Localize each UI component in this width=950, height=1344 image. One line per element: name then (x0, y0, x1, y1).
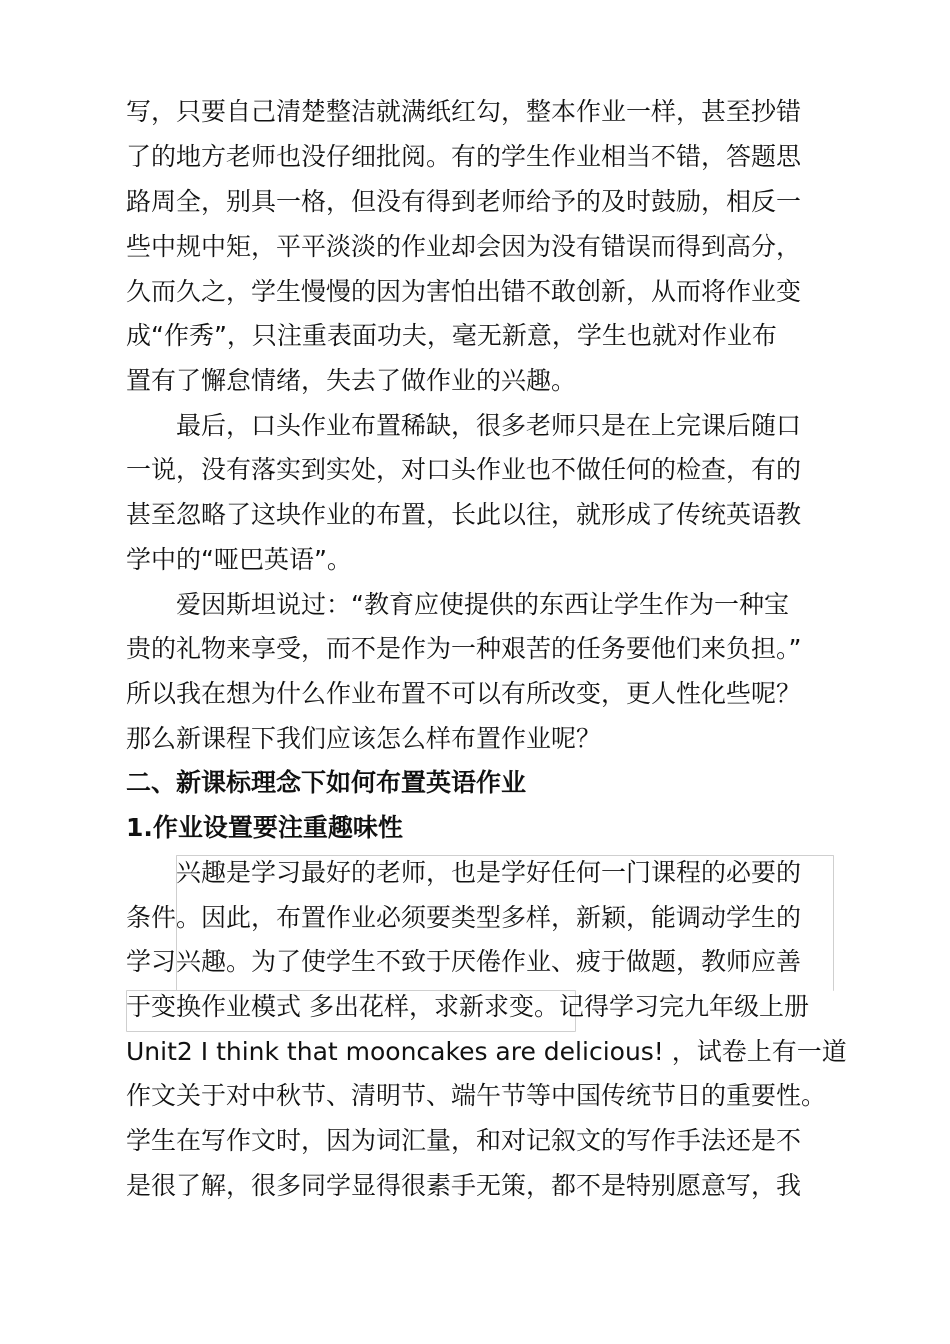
paragraph-line: 于变换作业模式 多出花样，求新求变。记得学习完九年级上册 (126, 992, 809, 1021)
subsection-heading: 1.作业设置要注重趣味性 (126, 813, 403, 842)
paragraph-line: 贵的礼物来享受，而不是作为一种艰苦的任务要他们来负担。” (126, 634, 802, 663)
paragraph-line: 久而久之，学生慢慢的因为害怕出错不敢创新，从而将作业变 (126, 277, 802, 306)
paragraph-line: 爱因斯坦说过：“教育应使提供的东西让学生作为一种宝 (176, 590, 789, 619)
paragraph-line: 甚至忽略了这块作业的布置，长此以往，就形成了传统英语教 (126, 500, 802, 529)
paragraph-line: 兴趣是学习最好的老师，也是学好任何一门课程的必要的 (176, 858, 802, 887)
paragraph-line: 作文关于对中秋节、清明节、端午节等中国传统节日的重要性。 (126, 1081, 827, 1110)
paragraph-line: 那么新课程下我们应该怎么样布置作业呢？ (126, 724, 602, 753)
paragraph-line: 写，只要自己清楚整洁就满纸红勾，整本作业一样，甚至抄错 (126, 97, 802, 126)
section-heading: 二、新课标理念下如何布置英语作业 (126, 768, 527, 797)
paragraph-line: 成“作秀”，只注重表面功夫，毫无新意，学生也就对作业布 (126, 321, 777, 350)
paragraph-line: 所以我在想为什么作业布置不可以有所改变，更人性化些呢？ (126, 679, 802, 708)
paragraph-line: 学中的“哑巴英语”。 (126, 545, 352, 574)
paragraph-line: 置有了懈怠情绪，失去了做作业的兴趣。 (126, 366, 577, 395)
paragraph-line: 学生在写作文时，因为词汇量，和对记叙文的写作手法还是不 (126, 1126, 802, 1155)
paragraph-line: 学习兴趣。为了使学生不致于厌倦作业、疲于做题，教师应善 (126, 947, 802, 976)
paragraph-line: Unit2 I think that mooncakes are delicious! ，试卷上有一道 (126, 1037, 847, 1066)
paragraph-line: 了的地方老师也没仔细批阅。有的学生作业相当不错，答题思 (126, 142, 802, 171)
paragraph-line: 些中规中矩，平平淡淡的作业却会因为没有错误而得到高分， (126, 232, 802, 261)
paragraph-line: 条件。因此，布置作业必须要类型多样，新颖，能调动学生的 (126, 903, 802, 932)
paragraph-line: 路周全，别具一格，但没有得到老师给予的及时鼓励，相反一 (126, 187, 802, 216)
paragraph-line: 最后，口头作业布置稀缺，很多老师只是在上完课后随口 (176, 411, 802, 440)
paragraph-line: 是很了解，很多同学显得很素手无策，都不是特别愿意写，我 (126, 1171, 802, 1200)
paragraph-line: 一说，没有落实到实处，对口头作业也不做任何的检查，有的 (126, 455, 802, 484)
